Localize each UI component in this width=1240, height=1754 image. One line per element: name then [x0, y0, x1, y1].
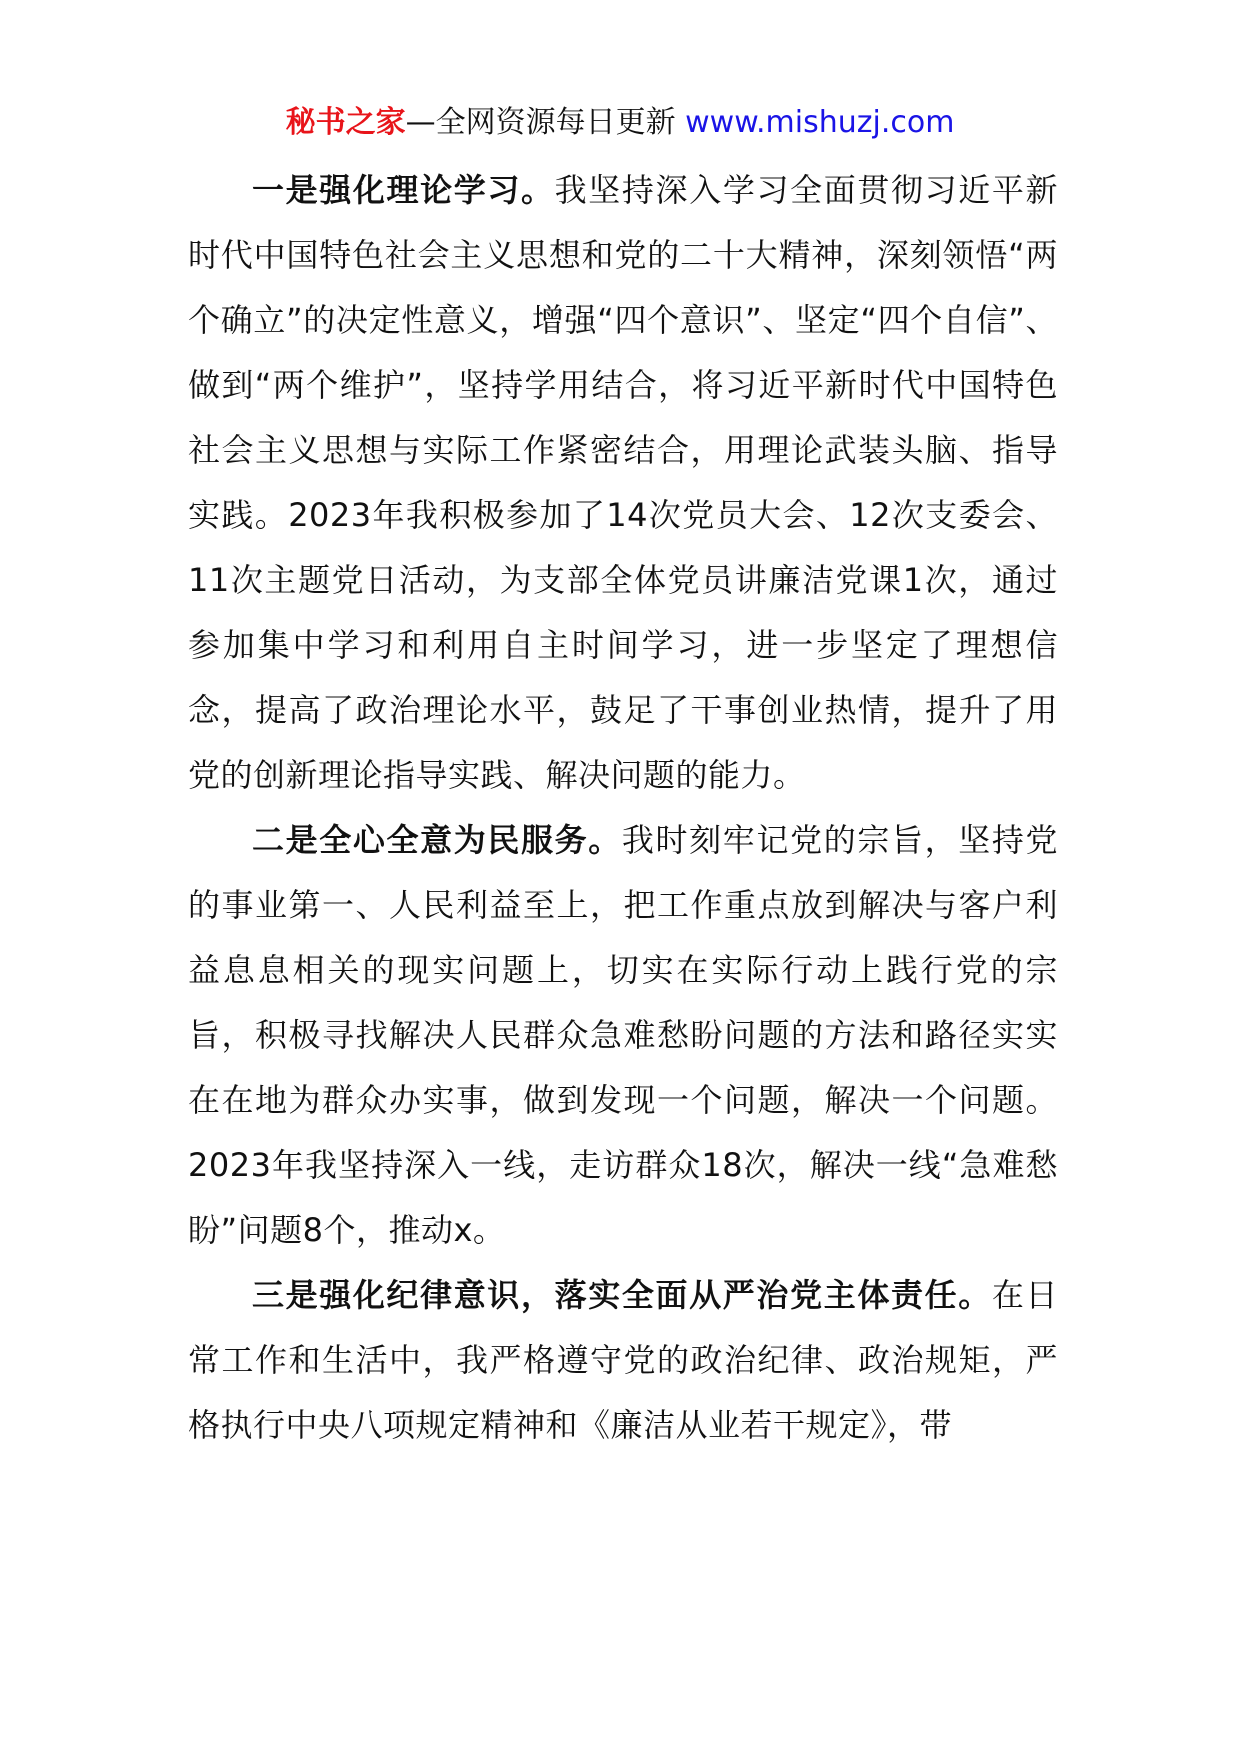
paragraph-text: 我时刻牢记党的宗旨，坚持党的事业第一、人民利益至上，把工作重点放到解决与客户利益息息相关的现实问题上，切实在实际行动上践行党的宗旨，积极寻找解决人民群众急难愁盼问题的方法和路径实实在在地为群众办实事，做到发现一个问题，解决一个问题。2023年我坚持深入一线，走访群众18次，解决一线“急难愁盼”问题8个，推动x。	[188, 821, 1058, 1249]
paragraph-heading: 一是强化理论学习。	[252, 171, 555, 209]
document-body	[188, 158, 1058, 1458]
paragraph-text: 在日常工作和生活中，我严格遵守党的政治纪律、政治规矩，严格执行中央八项规定精神和《廉洁从业若干规定》，带	[188, 1276, 1058, 1444]
site-tagline: —全网资源每日更新	[405, 105, 686, 140]
site-brand: 秘书之家	[285, 105, 406, 140]
paragraph-discipline	[188, 1263, 1058, 1458]
paragraph-theory-study	[188, 158, 1058, 808]
site-header	[0, 100, 1240, 146]
paragraph-text: 我坚持深入学习全面贯彻习近平新时代中国特色社会主义思想和党的二十大精神，深刻领悟“两个确立”的决定性意义，增强“四个意识”、坚定“四个自信”、做到“两个维护”，坚持学用结合，将习近平新时代中国特色社会主义思想与实际工作紧密结合，用理论武装头脑、指导实践。2023年我积极参加了14次党员大会、12次支委会、11次主题党日活动，为支部全体党员讲廉洁党课1次，通过参加集中学习和利用自主时间学习，进一步坚定了理想信念，提高了政治理论水平，鼓足了干事创业热情，提升了用党的创新理论指导实践、解决问题的能力。	[188, 171, 1058, 794]
paragraph-serve-people	[188, 808, 1058, 1263]
paragraph-heading: 三是强化纪律意识，落实全面从严治党主体责任。	[252, 1276, 992, 1314]
site-url-link[interactable]: www.mishuzj.com	[685, 105, 955, 140]
paragraph-heading: 二是全心全意为民服务。	[252, 821, 622, 859]
